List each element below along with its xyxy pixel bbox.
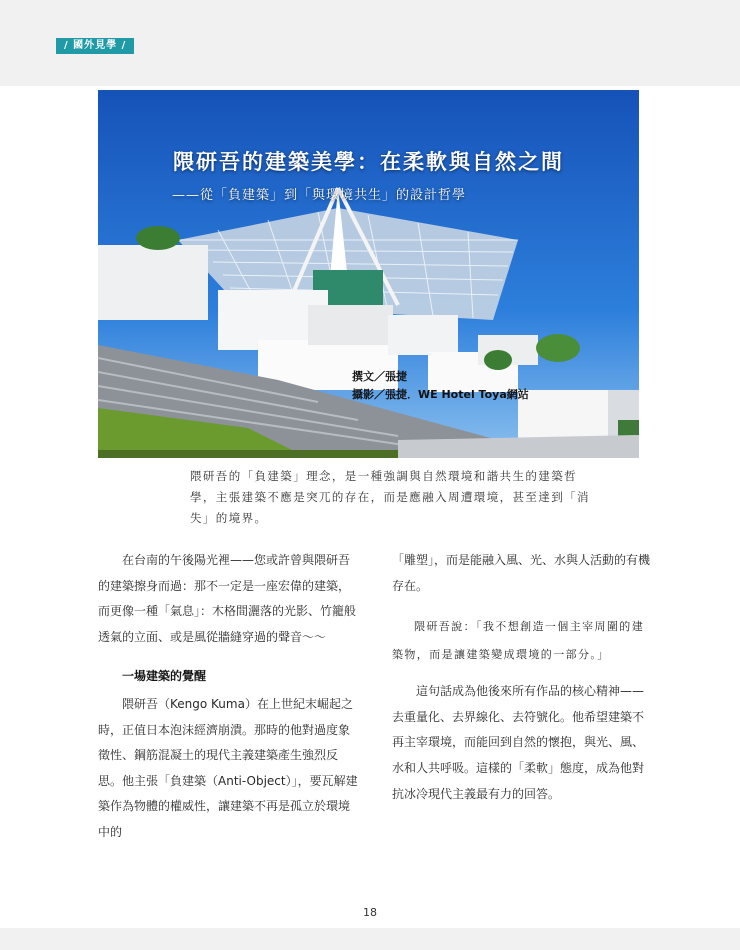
- body-paragraph: 「雕塑」，而是能融入風、光、水與人活動的有機存在。: [392, 553, 651, 593]
- intro-paragraph: 隈研吾的「負建築」理念，是一種強調與自然環境和諧共生的建築哲學，主張建築不應是突兀的存在，而是應融入周遭環境，甚至達到「消失」的境界。: [190, 469, 590, 525]
- author-credit: 撰文／張捷: [352, 370, 407, 383]
- body-paragraph: 在台南的午後陽光裡——您或許曾與隈研吾的建築擦身而過：那不一定是一座宏偉的建築，而更像一種「氣息」：木格間灑落的光影、竹籠般透氣的立面、或是風從牆縫穿過的聲音～～: [98, 553, 357, 644]
- hero-photo: [98, 90, 639, 458]
- left-column: [98, 548, 360, 846]
- page-number: 18: [363, 906, 377, 919]
- body-paragraph: 隈研吾（Kengo Kuma）在上世紀末崛起之時，正值日本泡沫經濟崩潰。那時的他對過度象徵性、鋼筋混凝土的現代主義建築產生強烈反思。他主張「負建築（Anti-Object）」，要瓦解建築作為物體的權威性，讓建築不再是孤立於環境中的: [98, 696, 358, 839]
- section-heading: 一場建築的覺醒: [122, 669, 207, 684]
- quote-paragraph: 隈研吾說：「我不想創造一個主宰周圍的建築物，而是讓建築變成環境的一部分。」: [392, 620, 645, 662]
- article-subtitle: ——從「負建築」到「與環境共生」的設計哲學: [172, 188, 467, 203]
- bottom-band: [0, 928, 740, 950]
- article-title: 隈研吾的建築美學：在柔軟與自然之間: [173, 149, 564, 174]
- section-tag: / 國外見學 /: [56, 38, 134, 54]
- photo-credit: 攝影／張捷．WE Hotel Toya網站: [352, 388, 529, 401]
- body-paragraph: 這句話成為他後來所有作品的核心精神——去重量化、去界線化、去符號化。他希望建築不再主宰環境，而能回到自然的懷抱，與光、風、水和人共呼吸。這樣的「柔軟」態度，成為他對抗冰冷現代主義最有力的回答。: [392, 684, 645, 801]
- right-column: [392, 548, 654, 807]
